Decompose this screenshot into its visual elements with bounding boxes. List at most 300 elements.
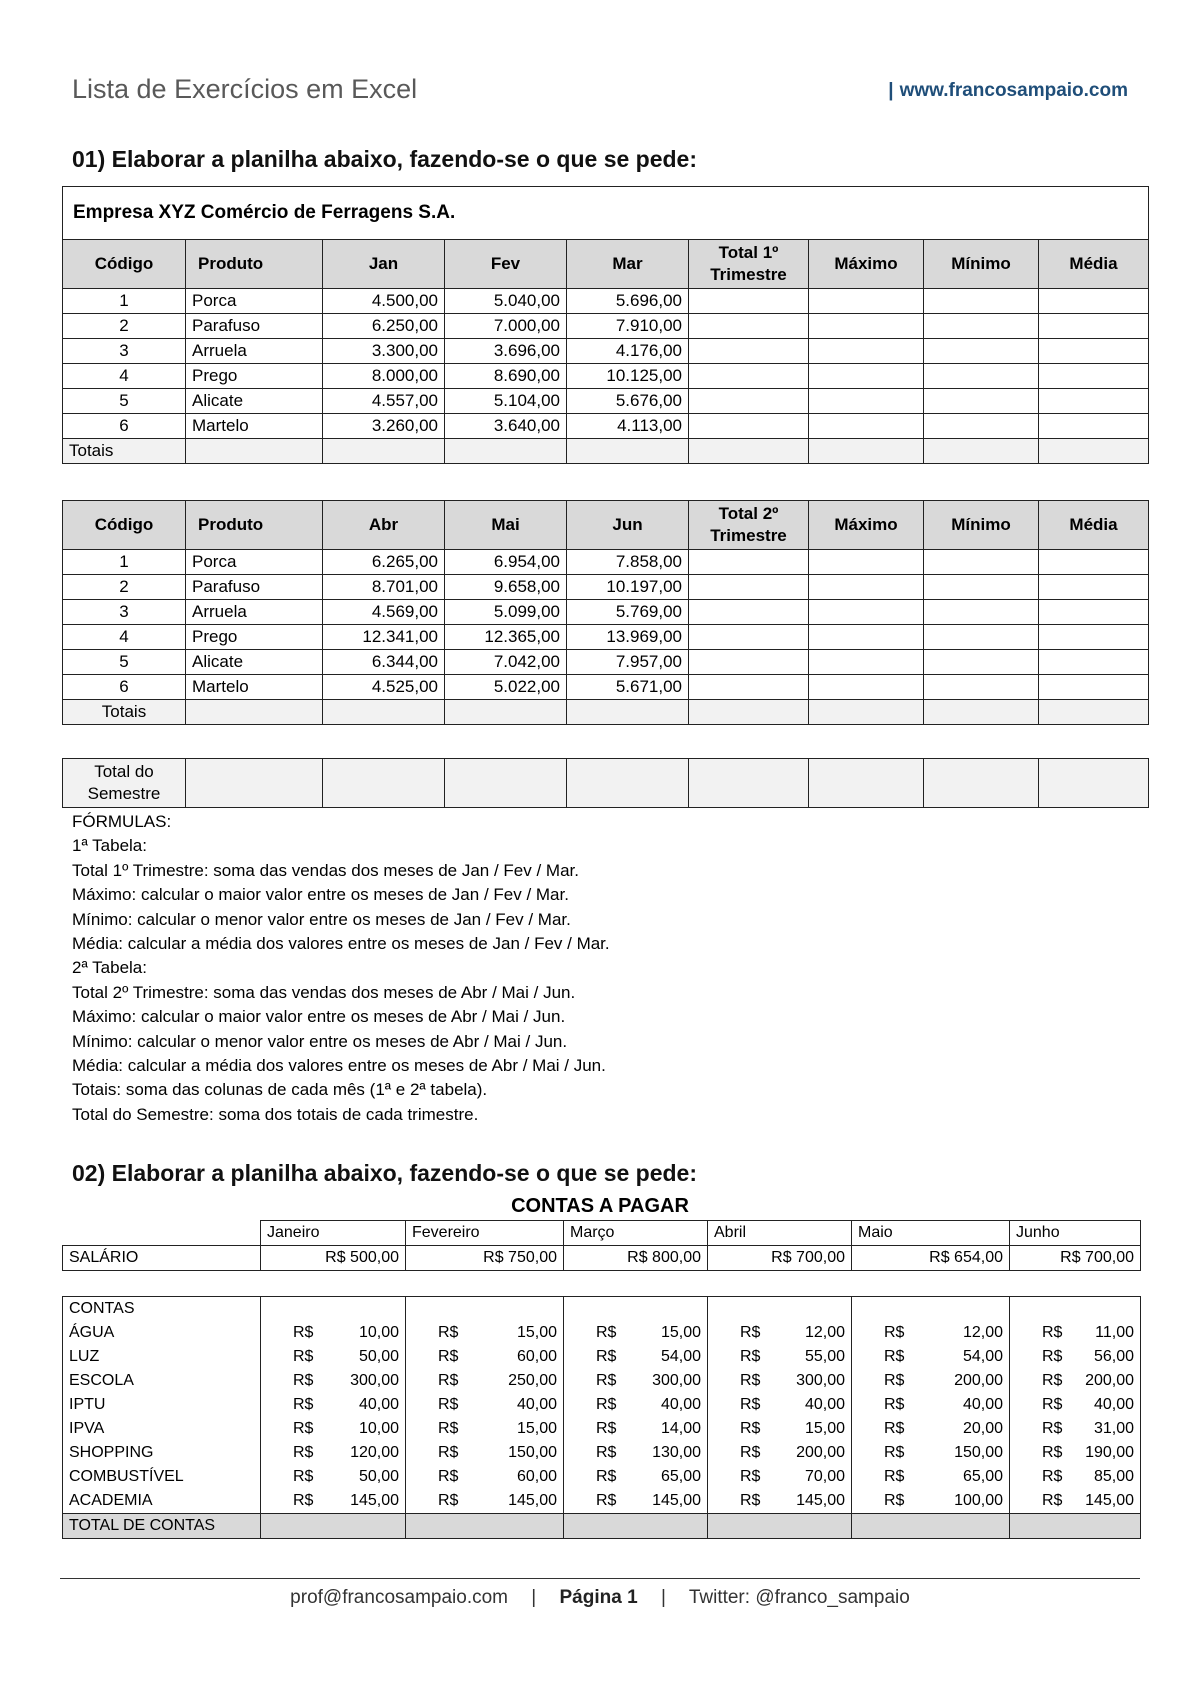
conta-value-cell[interactable] [708, 1465, 852, 1489]
conta-value-cell[interactable] [708, 1441, 852, 1465]
conta-value: 11,00 [1095, 1324, 1134, 1341]
table-cell[interactable] [924, 600, 1039, 625]
footer [0, 1587, 1200, 1609]
value-cell[interactable]: 5.104,00 [445, 389, 567, 414]
table-cell[interactable] [261, 1514, 406, 1539]
table-cell[interactable] [323, 759, 445, 808]
table-cell[interactable] [708, 1514, 852, 1539]
table-cell[interactable] [809, 550, 924, 575]
conta-value: 300,00 [796, 1372, 845, 1389]
conta-value-cell[interactable] [261, 1321, 406, 1345]
contas-table-title: CONTAS A PAGAR [511, 1195, 689, 1217]
formula-line: Mínimo: calcular o menor valor entre os meses de Jan / Fev / Mar. [72, 909, 571, 929]
currency-symbol: R$ [293, 1444, 314, 1461]
conta-value-cell[interactable] [564, 1345, 708, 1369]
conta-value-cell[interactable] [1010, 1417, 1141, 1441]
table-cell[interactable] [1010, 1514, 1141, 1539]
table-cell[interactable] [924, 439, 1039, 464]
table-cell [564, 1297, 708, 1322]
value-cell[interactable]: 6.265,00 [323, 550, 445, 575]
table-cell[interactable] [689, 339, 809, 364]
conta-value-cell[interactable] [708, 1345, 852, 1369]
conta-value-cell[interactable] [564, 1369, 708, 1393]
salary-value[interactable]: R$ 800,00 [564, 1246, 708, 1271]
table-cell[interactable] [567, 700, 689, 725]
salary-value[interactable]: R$ 500,00 [261, 1246, 406, 1271]
conta-value-cell[interactable] [261, 1345, 406, 1369]
table-row [63, 625, 1149, 650]
sales-table-q2 [62, 500, 1149, 725]
currency-symbol: R$ [1042, 1348, 1063, 1365]
conta-value-cell[interactable] [708, 1489, 852, 1514]
currency-symbol: R$ [438, 1492, 459, 1509]
table-cell[interactable] [809, 675, 924, 700]
salary-value[interactable]: R$ 654,00 [852, 1246, 1010, 1271]
table-cell[interactable] [445, 700, 567, 725]
table-cell[interactable] [406, 1514, 564, 1539]
footer-divider [60, 1578, 1140, 1579]
table-cell[interactable] [1039, 339, 1149, 364]
conta-value-cell[interactable] [261, 1369, 406, 1393]
code-cell: 6 [63, 675, 186, 700]
money-wrap [570, 1396, 701, 1414]
money-wrap [858, 1324, 1003, 1342]
col-header: Média [1039, 240, 1149, 289]
conta-row [63, 1489, 1141, 1514]
table-cell[interactable] [445, 439, 567, 464]
conta-value-cell[interactable] [406, 1489, 564, 1514]
conta-value-cell[interactable] [261, 1489, 406, 1514]
table-cell[interactable] [924, 314, 1039, 339]
conta-value-cell[interactable] [261, 1417, 406, 1441]
table-row [63, 289, 1149, 314]
money-wrap [570, 1348, 701, 1366]
value-cell[interactable]: 8.690,00 [445, 364, 567, 389]
conta-value-cell[interactable] [852, 1321, 1010, 1345]
salary-row [63, 1246, 1141, 1271]
conta-value-cell[interactable] [564, 1321, 708, 1345]
table-cell[interactable] [689, 439, 809, 464]
table-cell[interactable] [809, 575, 924, 600]
conta-value: 50,00 [358, 1468, 399, 1485]
currency-symbol: R$ [884, 1372, 905, 1389]
conta-value-cell[interactable] [1010, 1369, 1141, 1393]
document-title: Lista de Exercícios em Excel [72, 74, 418, 104]
value-cell[interactable]: 4.113,00 [567, 414, 689, 439]
code-cell: 1 [63, 550, 186, 575]
value-cell[interactable]: 7.858,00 [567, 550, 689, 575]
code-cell: 6 [63, 414, 186, 439]
conta-value: 190,00 [1085, 1444, 1134, 1461]
value-cell[interactable]: 5.099,00 [445, 600, 567, 625]
conta-value-cell[interactable] [708, 1369, 852, 1393]
table-cell[interactable] [186, 439, 323, 464]
conta-value-cell[interactable] [1010, 1465, 1141, 1489]
conta-value-cell[interactable] [564, 1465, 708, 1489]
conta-value-cell[interactable] [564, 1417, 708, 1441]
code-cell: 1 [63, 289, 186, 314]
value-cell[interactable]: 6.344,00 [323, 650, 445, 675]
conta-value-cell[interactable] [406, 1417, 564, 1441]
month-header: Junho [1010, 1221, 1141, 1246]
conta-name: ACADEMIA [63, 1489, 261, 1514]
table-cell[interactable] [924, 339, 1039, 364]
col-header: Produto [186, 501, 323, 550]
conta-value: 200,00 [954, 1372, 1003, 1389]
table-cell[interactable] [689, 600, 809, 625]
footer-separator: | [531, 1587, 537, 1608]
money-wrap [714, 1348, 845, 1366]
table-cell[interactable] [1039, 314, 1149, 339]
contas-header-row [63, 1297, 1141, 1322]
currency-symbol: R$ [884, 1324, 905, 1341]
currency-symbol: R$ [596, 1492, 617, 1509]
product-cell: Arruela [186, 600, 323, 625]
product-cell: Martelo [186, 414, 323, 439]
money-wrap [267, 1444, 399, 1462]
code-cell: 3 [63, 600, 186, 625]
table-cell[interactable] [924, 625, 1039, 650]
conta-value-cell[interactable] [1010, 1441, 1141, 1465]
table-cell[interactable] [1039, 675, 1149, 700]
table-cell[interactable] [689, 289, 809, 314]
value-cell[interactable]: 3.300,00 [323, 339, 445, 364]
currency-symbol: R$ [1042, 1468, 1063, 1485]
formula-line: Total 2º Trimestre: soma das vendas dos meses de Abr / Mai / Jun. [72, 982, 576, 1002]
empty-cell [63, 1221, 261, 1246]
table-cell[interactable] [809, 289, 924, 314]
conta-value-cell[interactable] [406, 1321, 564, 1345]
month-header: Maio [852, 1221, 1010, 1246]
table-cell[interactable] [323, 700, 445, 725]
conta-value-cell[interactable] [406, 1393, 564, 1417]
money-wrap [1016, 1372, 1134, 1390]
table-cell[interactable] [323, 439, 445, 464]
value-cell[interactable]: 3.696,00 [445, 339, 567, 364]
money-wrap [412, 1468, 557, 1486]
money-wrap [858, 1372, 1003, 1390]
table-cell[interactable] [809, 364, 924, 389]
money-wrap [1016, 1348, 1134, 1366]
table-cell[interactable] [689, 650, 809, 675]
formula-line: Total 1º Trimestre: soma das vendas dos meses de Jan / Fev / Mar. [72, 860, 579, 880]
table-cell[interactable] [924, 550, 1039, 575]
table-row [63, 675, 1149, 700]
value-cell[interactable]: 13.969,00 [567, 625, 689, 650]
value-cell[interactable]: 9.658,00 [445, 575, 567, 600]
table-cell[interactable] [852, 1514, 1010, 1539]
currency-symbol: R$ [596, 1420, 617, 1437]
value-cell[interactable]: 7.042,00 [445, 650, 567, 675]
value-cell[interactable]: 7.000,00 [445, 314, 567, 339]
table-cell[interactable] [924, 414, 1039, 439]
conta-value-cell[interactable] [852, 1465, 1010, 1489]
table-cell[interactable] [186, 700, 323, 725]
table-cell[interactable] [689, 364, 809, 389]
conta-value: 250,00 [508, 1372, 557, 1389]
value-cell[interactable]: 5.769,00 [567, 600, 689, 625]
currency-symbol: R$ [293, 1324, 314, 1341]
money-wrap [267, 1396, 399, 1414]
conta-value-cell[interactable] [564, 1489, 708, 1514]
table-cell[interactable] [809, 414, 924, 439]
conta-value-cell[interactable] [708, 1417, 852, 1441]
conta-value: 14,00 [660, 1420, 701, 1437]
formula-line: Máximo: calcular o maior valor entre os meses de Jan / Fev / Mar. [72, 885, 569, 905]
table-cell[interactable] [564, 1514, 708, 1539]
table-cell[interactable] [689, 389, 809, 414]
table-cell[interactable] [567, 759, 689, 808]
conta-value-cell[interactable] [406, 1441, 564, 1465]
table-cell[interactable] [809, 625, 924, 650]
product-cell: Porca [186, 550, 323, 575]
money-wrap [412, 1372, 557, 1390]
money-wrap [412, 1420, 557, 1438]
table-cell[interactable] [1039, 650, 1149, 675]
conta-value-cell[interactable] [852, 1417, 1010, 1441]
conta-value: 300,00 [652, 1372, 701, 1389]
conta-value-cell[interactable] [1010, 1393, 1141, 1417]
col-header: Máximo [809, 240, 924, 289]
value-cell[interactable]: 8.701,00 [323, 575, 445, 600]
table-cell[interactable] [1039, 550, 1149, 575]
conta-value: 12,00 [804, 1324, 845, 1341]
table-cell[interactable] [1039, 575, 1149, 600]
conta-value-cell[interactable] [1010, 1489, 1141, 1514]
table-cell[interactable] [1039, 625, 1149, 650]
header-separator: | [888, 80, 894, 101]
conta-value-cell[interactable] [564, 1393, 708, 1417]
col-header: Total 1º Trimestre [689, 240, 809, 289]
table-cell[interactable] [1039, 414, 1149, 439]
conta-value-cell[interactable] [852, 1345, 1010, 1369]
value-cell[interactable]: 3.260,00 [323, 414, 445, 439]
col-header: Mai [445, 501, 567, 550]
table-cell[interactable] [445, 759, 567, 808]
value-cell[interactable]: 4.525,00 [323, 675, 445, 700]
semester-total-table [62, 758, 1149, 808]
currency-symbol: R$ [884, 1348, 905, 1365]
table-cell[interactable] [689, 575, 809, 600]
conta-value: 12,00 [962, 1324, 1003, 1341]
conta-value-cell[interactable] [708, 1393, 852, 1417]
table-cell[interactable] [809, 389, 924, 414]
conta-value: 150,00 [954, 1444, 1003, 1461]
currency-symbol: R$ [596, 1396, 617, 1413]
table-cell[interactable] [567, 439, 689, 464]
table-cell[interactable] [1039, 389, 1149, 414]
conta-row [63, 1369, 1141, 1393]
table-cell[interactable] [924, 289, 1039, 314]
conta-value: 15,00 [516, 1324, 557, 1341]
table-cell[interactable] [689, 675, 809, 700]
conta-value: 145,00 [652, 1492, 701, 1509]
value-cell[interactable]: 5.671,00 [567, 675, 689, 700]
currency-symbol: R$ [1042, 1444, 1063, 1461]
table-cell[interactable] [689, 625, 809, 650]
table-cell[interactable] [924, 364, 1039, 389]
currency-symbol: R$ [293, 1396, 314, 1413]
value-cell[interactable]: 6.250,00 [323, 314, 445, 339]
table-cell[interactable] [1039, 700, 1149, 725]
conta-value-cell[interactable] [564, 1441, 708, 1465]
table-cell[interactable] [924, 759, 1039, 808]
product-cell: Parafuso [186, 314, 323, 339]
table-cell[interactable] [809, 339, 924, 364]
table-cell[interactable] [809, 600, 924, 625]
salary-value[interactable]: R$ 750,00 [406, 1246, 564, 1271]
conta-value-cell[interactable] [406, 1465, 564, 1489]
money-wrap [1016, 1468, 1134, 1486]
conta-value-cell[interactable] [708, 1321, 852, 1345]
money-wrap [412, 1396, 557, 1414]
currency-symbol: R$ [884, 1420, 905, 1437]
table-cell[interactable] [809, 650, 924, 675]
site-link[interactable] [888, 80, 1128, 102]
col-header: Abr [323, 501, 445, 550]
value-cell[interactable]: 8.000,00 [323, 364, 445, 389]
conta-value-cell[interactable] [261, 1441, 406, 1465]
table-cell[interactable] [809, 700, 924, 725]
product-cell: Martelo [186, 675, 323, 700]
money-wrap [1016, 1420, 1134, 1438]
value-cell[interactable]: 10.125,00 [567, 364, 689, 389]
value-cell[interactable]: 12.365,00 [445, 625, 567, 650]
value-cell[interactable]: 4.557,00 [323, 389, 445, 414]
table-cell[interactable] [689, 314, 809, 339]
value-cell[interactable]: 4.176,00 [567, 339, 689, 364]
table-cell[interactable] [924, 650, 1039, 675]
table-cell[interactable] [689, 700, 809, 725]
money-wrap [570, 1372, 701, 1390]
currency-symbol: R$ [596, 1324, 617, 1341]
value-cell[interactable]: 7.957,00 [567, 650, 689, 675]
footer-email[interactable]: prof@francosampaio.com [290, 1587, 508, 1608]
value-cell[interactable]: 12.341,00 [323, 625, 445, 650]
currency-symbol: R$ [884, 1444, 905, 1461]
conta-value-cell[interactable] [852, 1441, 1010, 1465]
value-cell[interactable]: 10.197,00 [567, 575, 689, 600]
conta-value: 40,00 [962, 1396, 1003, 1413]
value-cell[interactable]: 6.954,00 [445, 550, 567, 575]
value-cell[interactable]: 7.910,00 [567, 314, 689, 339]
value-cell[interactable]: 4.500,00 [323, 289, 445, 314]
salary-value[interactable]: R$ 700,00 [708, 1246, 852, 1271]
conta-value: 120,00 [350, 1444, 399, 1461]
conta-row [63, 1441, 1141, 1465]
conta-value-cell[interactable] [261, 1465, 406, 1489]
table-cell[interactable] [1039, 600, 1149, 625]
table-cell[interactable] [924, 575, 1039, 600]
table-cell[interactable] [809, 314, 924, 339]
currency-symbol: R$ [293, 1420, 314, 1437]
month-header: Janeiro [261, 1221, 406, 1246]
currency-symbol: R$ [740, 1492, 761, 1509]
currency-symbol: R$ [596, 1468, 617, 1485]
salary-value[interactable]: R$ 700,00 [1010, 1246, 1141, 1271]
conta-value-cell[interactable] [261, 1393, 406, 1417]
currency-symbol: R$ [740, 1348, 761, 1365]
money-wrap [412, 1348, 557, 1366]
currency-symbol: R$ [740, 1396, 761, 1413]
conta-value-cell[interactable] [406, 1369, 564, 1393]
conta-value-cell[interactable] [1010, 1321, 1141, 1345]
conta-value-cell[interactable] [406, 1345, 564, 1369]
col-header: Total 2º Trimestre [689, 501, 809, 550]
product-cell: Alicate [186, 389, 323, 414]
table-cell[interactable] [1039, 289, 1149, 314]
table-cell[interactable] [186, 759, 323, 808]
money-wrap [714, 1372, 845, 1390]
money-wrap [412, 1492, 557, 1510]
code-cell: 5 [63, 650, 186, 675]
conta-value: 85,00 [1093, 1468, 1134, 1485]
conta-value-cell[interactable] [852, 1489, 1010, 1514]
footer-twitter[interactable]: Twitter: @franco_sampaio [688, 1587, 910, 1608]
conta-value-cell[interactable] [852, 1393, 1010, 1417]
table-cell [708, 1297, 852, 1322]
table-cell[interactable] [809, 439, 924, 464]
totals-row [63, 700, 1149, 725]
table-cell[interactable] [689, 550, 809, 575]
col-header: Mínimo [924, 501, 1039, 550]
conta-row [63, 1393, 1141, 1417]
value-cell[interactable]: 5.696,00 [567, 289, 689, 314]
product-cell: Prego [186, 364, 323, 389]
formula-line: Máximo: calcular o maior valor entre os meses de Abr / Mai / Jun. [72, 1007, 566, 1027]
value-cell[interactable]: 5.022,00 [445, 675, 567, 700]
money-wrap [570, 1492, 701, 1510]
formula-line: Totais: soma das colunas de cada mês (1ª e 2ª tabela). [72, 1080, 488, 1100]
table-cell[interactable] [924, 389, 1039, 414]
col-header: Mínimo [924, 240, 1039, 289]
value-cell[interactable]: 4.569,00 [323, 600, 445, 625]
currency-symbol: R$ [438, 1324, 459, 1341]
value-cell[interactable]: 3.640,00 [445, 414, 567, 439]
value-cell[interactable]: 5.040,00 [445, 289, 567, 314]
conta-name: IPTU [63, 1393, 261, 1417]
table-cell[interactable] [924, 675, 1039, 700]
formula-line: 1ª Tabela: [72, 836, 147, 856]
conta-value: 60,00 [516, 1348, 557, 1365]
conta-value-cell[interactable] [1010, 1345, 1141, 1369]
code-cell: 3 [63, 339, 186, 364]
conta-value-cell[interactable] [852, 1369, 1010, 1393]
value-cell[interactable]: 5.676,00 [567, 389, 689, 414]
month-header: Abril [708, 1221, 852, 1246]
table-row [63, 364, 1149, 389]
currency-symbol: R$ [884, 1396, 905, 1413]
table-cell[interactable] [809, 759, 924, 808]
table-cell[interactable] [1039, 759, 1149, 808]
conta-value: 50,00 [358, 1348, 399, 1365]
sales-table-q1 [62, 186, 1149, 464]
totals-label: Totais [63, 439, 186, 464]
money-wrap [714, 1444, 845, 1462]
table-cell[interactable] [689, 759, 809, 808]
code-cell: 4 [63, 625, 186, 650]
table-cell[interactable] [689, 414, 809, 439]
table-cell [261, 1297, 406, 1322]
table-cell[interactable] [924, 700, 1039, 725]
conta-value: 20,00 [962, 1420, 1003, 1437]
col-header: Código [63, 240, 186, 289]
conta-value: 70,00 [804, 1468, 845, 1485]
conta-name: LUZ [63, 1345, 261, 1369]
table-cell[interactable] [1039, 439, 1149, 464]
table-row [63, 314, 1149, 339]
table-cell[interactable] [1039, 364, 1149, 389]
